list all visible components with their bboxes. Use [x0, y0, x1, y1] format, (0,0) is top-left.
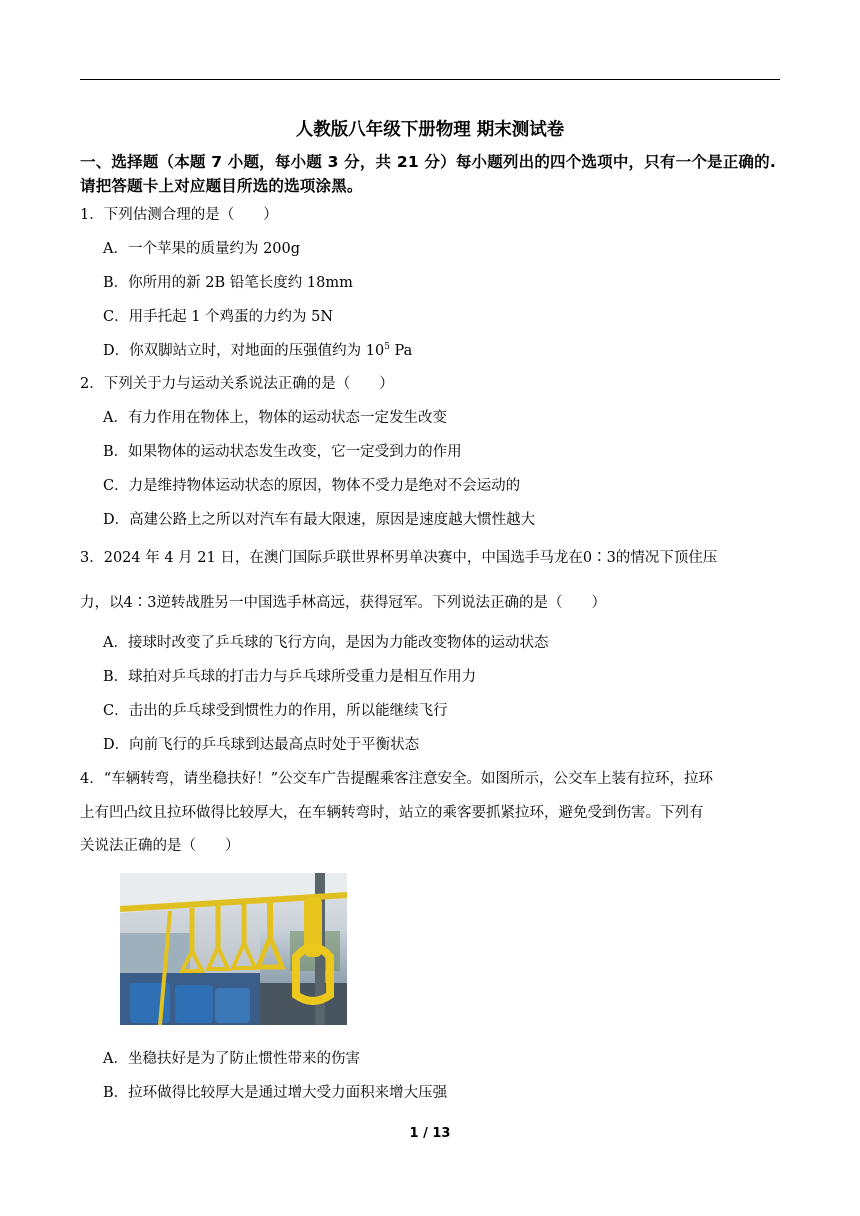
question-3-option-c: C．击出的乒乓球受到惯性力的作用，所以能继续飞行	[103, 703, 448, 719]
question-1-option-c: C．用手托起 1 个鸡蛋的力约为 5N	[103, 309, 334, 325]
question-4-stem-line-3: 关说法正确的是（ ）	[80, 838, 240, 854]
section-heading: 一、选择题（本题 7 小题，每小题 3 分，共 21 分）每小题列出的四个选项中，只有一个是正确的.请把答题卡上对应题目所选的选项涂黑。	[80, 153, 776, 195]
question-1-stem: 1．下列估测合理的是（ ）	[80, 207, 278, 223]
question-3-stem-line-1: 3．2024 年 4 月 21 日，在澳门国际乒联世界杯男单决赛中，中国选手马龙在0∶3的情况下顶住压	[80, 550, 718, 566]
question-3-option-a: A．接球时改变了乒乓球的飞行方向，是因为力能改变物体的运动状态	[103, 635, 549, 651]
question-1-option-d	[103, 339, 412, 360]
question-3-option-d: D．向前飞行的乒乓球到达最高点时处于平衡状态	[103, 737, 420, 753]
question-2-stem: 2．下列关于力与运动关系说法正确的是（ ）	[80, 376, 394, 392]
page-number: 1 / 13	[409, 1126, 451, 1141]
question-1-option-a: A．一个苹果的质量约为 200g	[103, 241, 301, 257]
question-4-stem-line-2: 上有凹凸纹且拉环做得比较厚大，在车辆转弯时，站立的乘客要抓紧拉环，避免受到伤害。下列有	[80, 805, 704, 821]
question-2-option-a: A．有力作用在物体上，物体的运动状态一定发生改变	[103, 410, 447, 426]
question-3-option-b: B．球拍对乒乓球的打击力与乒乓球所受重力是相互作用力	[103, 669, 477, 685]
header-rule	[80, 79, 780, 80]
bus-handrail-photo	[120, 873, 347, 1025]
question-1-option-d-unit: Pa	[389, 343, 413, 359]
question-1-option-d-text: D．你双脚站立时，对地面的压强值约为 10	[103, 343, 385, 359]
question-4-option-b: B．拉环做得比较厚大是通过增大受力面积来增大压强	[103, 1085, 448, 1101]
document-title: 人教版八年级下册物理 期末测试卷	[295, 120, 565, 140]
question-3-stem-line-2: 力，以4∶3逆转战胜另一中国选手林高远，获得冠军。下列说法正确的是（ ）	[80, 595, 606, 611]
question-1-option-b: B．你所用的新 2B 铅笔长度约 18mm	[103, 275, 353, 291]
question-2-option-b: B．如果物体的运动状态发生改变，它一定受到力的作用	[103, 444, 462, 460]
question-2-option-c: C．力是维持物体运动状态的原因，物体不受力是绝对不会运动的	[103, 478, 521, 494]
question-1-option-d-exponent: 5	[384, 342, 390, 352]
question-4-option-a: A．坐稳扶好是为了防止惯性带来的伤害	[103, 1051, 360, 1067]
question-4-stem-line-1: 4．“车辆转弯，请坐稳扶好！”公交车广告提醒乘客注意安全。如图所示，公交车上装有拉环，拉环	[80, 771, 714, 787]
question-2-option-d: D．高建公路上之所以对汽车有最大限速，原因是速度越大惯性越大	[103, 512, 536, 528]
